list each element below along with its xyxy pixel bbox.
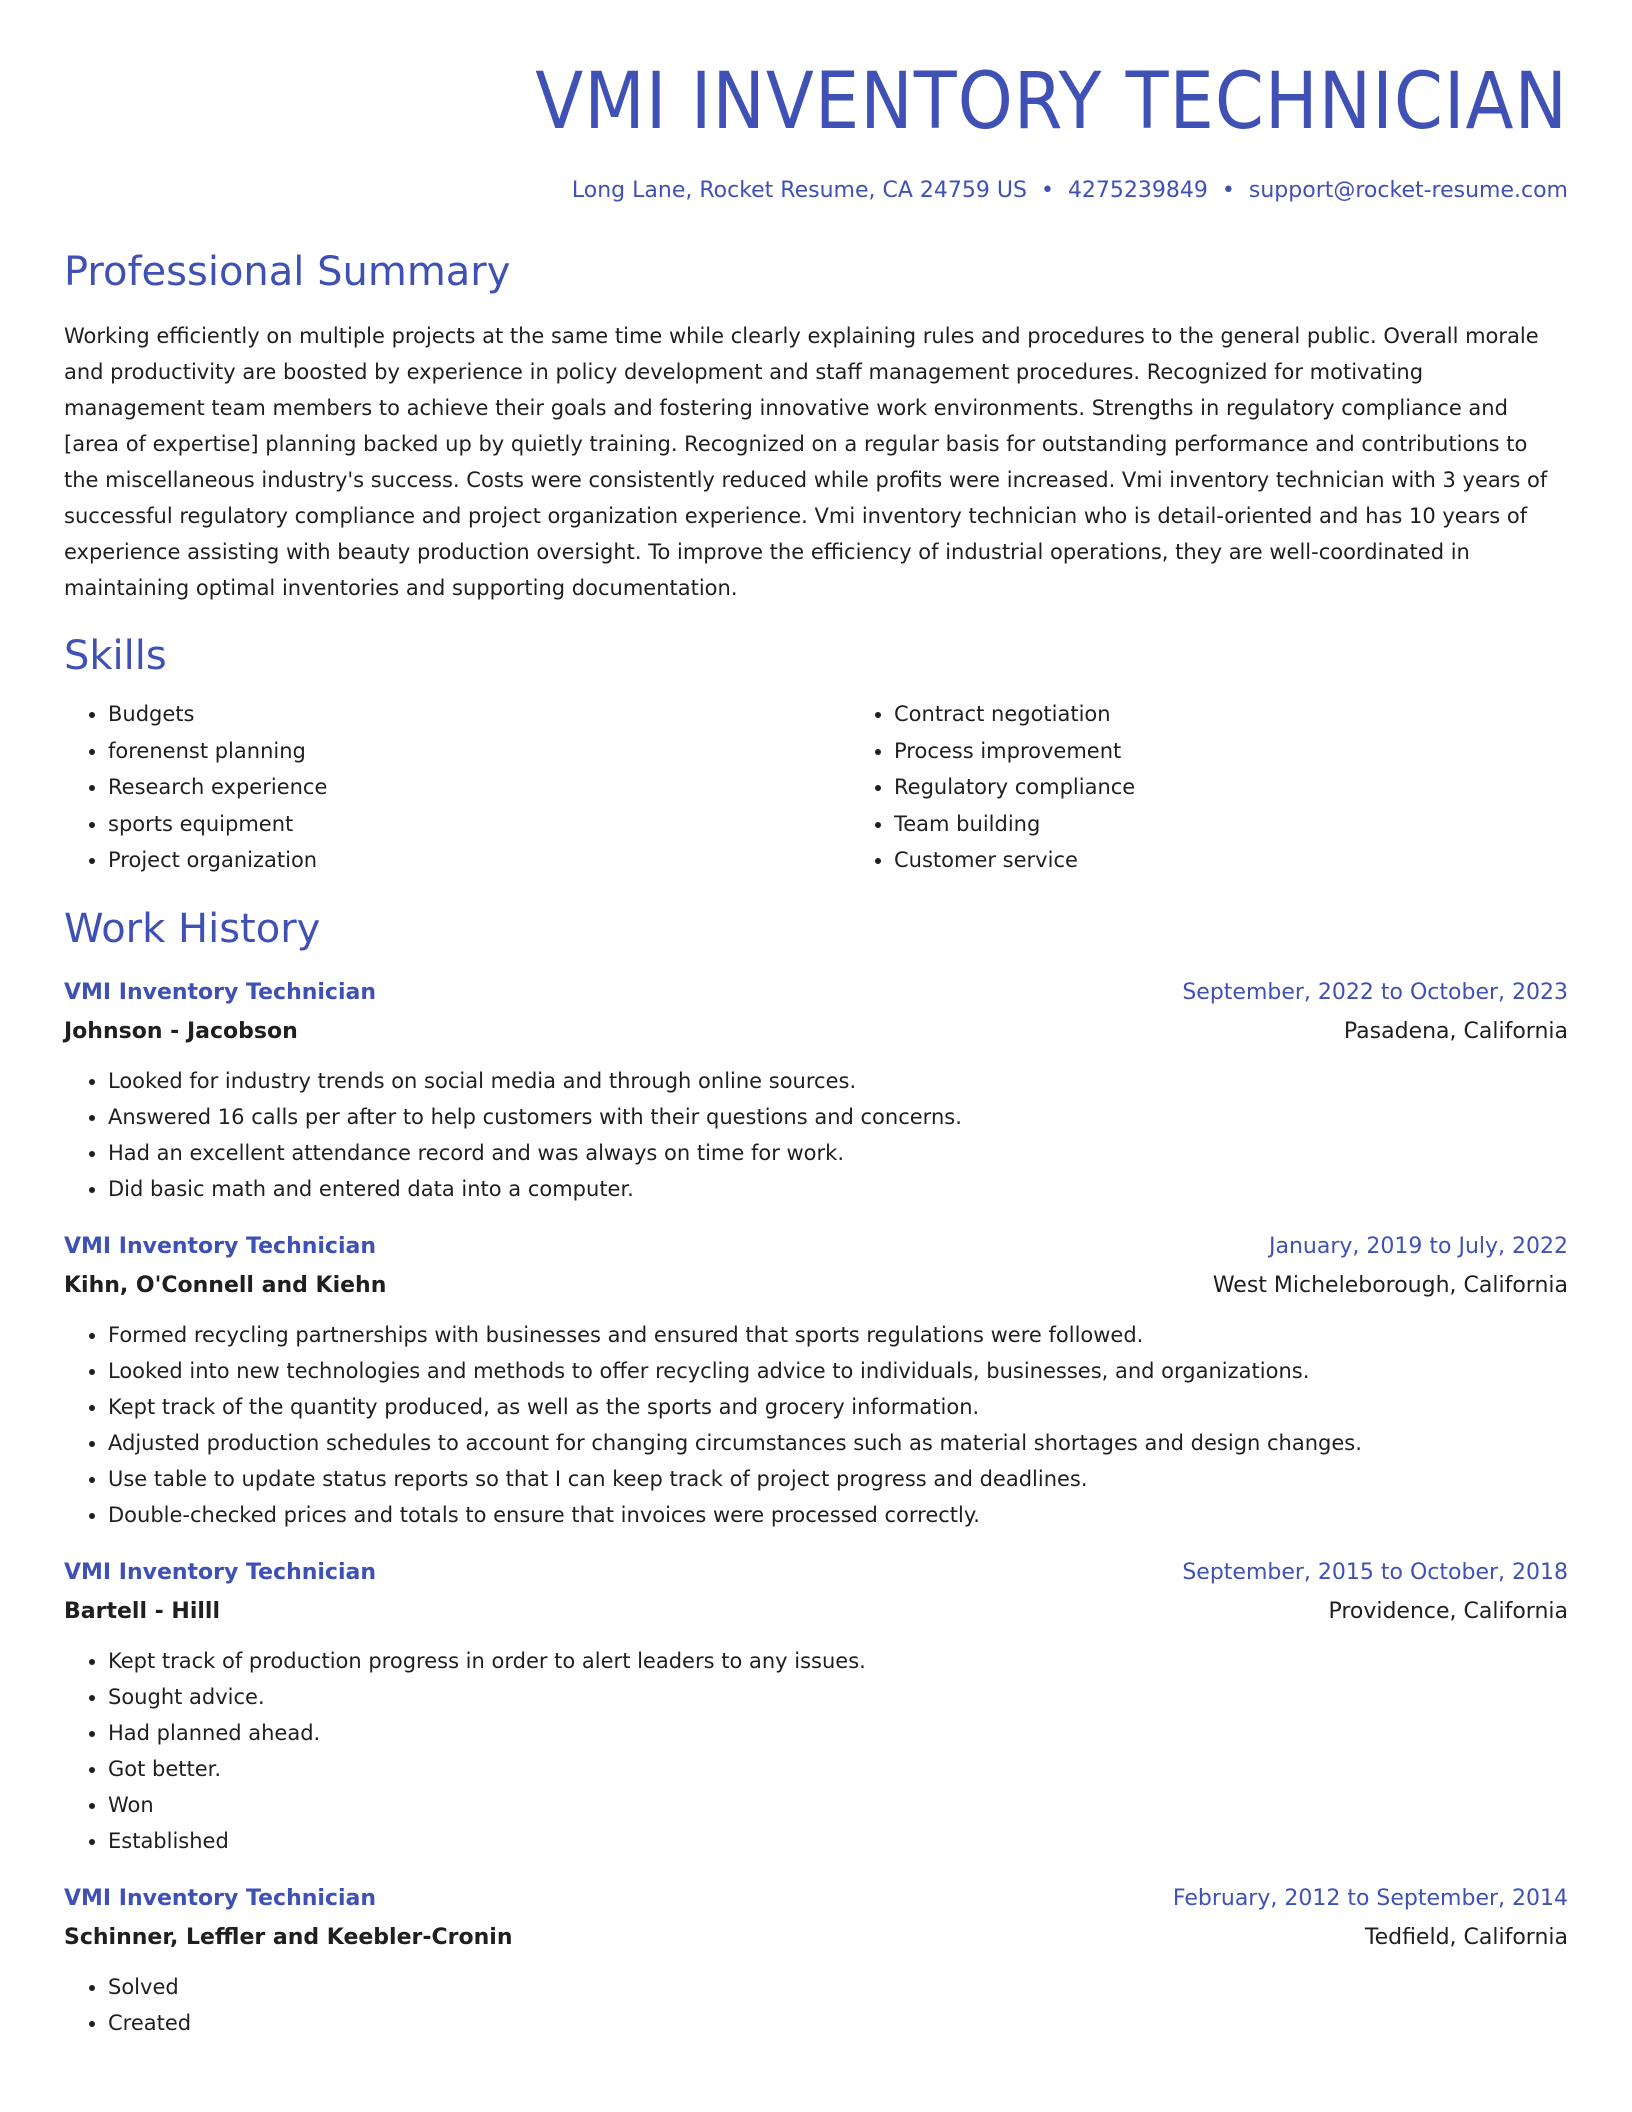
duty-item: • Double-checked prices and totals to ensure that invoices were processed correctly.	[108, 1497, 1568, 1533]
job-duties	[64, 1063, 1568, 1207]
duty-item: • Won	[108, 1787, 1568, 1823]
company-name: Bartell - Hilll	[64, 1598, 221, 1624]
skills-column-right	[850, 696, 1568, 879]
job-location: Pasadena, California	[1343, 1018, 1568, 1044]
duty-item: • Sought advice.	[108, 1679, 1568, 1715]
resume-header	[64, 0, 1568, 206]
duty-item: • Had planned ahead.	[108, 1715, 1568, 1751]
job-entry	[64, 973, 1568, 1207]
job-title: VMI Inventory Technician	[64, 1233, 377, 1259]
job-entry	[64, 1553, 1568, 1859]
job-dates: January, 2019 to July, 2022	[1269, 1233, 1568, 1259]
duty-item: • Solved	[108, 1969, 1568, 2005]
job-location: West Micheleborough, California	[1212, 1272, 1568, 1298]
skill-item: • Process improvement	[894, 733, 1568, 770]
summary-heading: Professional Summary	[64, 249, 511, 295]
job-entry	[64, 1879, 1568, 2041]
duty-item: • Adjusted production schedules to account for changing circumstances such as material shortages and design changes.	[108, 1425, 1568, 1461]
skill-item: • Team building	[894, 806, 1568, 843]
company-name: Kihn, O'Connell and Kiehn	[64, 1272, 387, 1298]
job-duties	[64, 1317, 1568, 1533]
contact-separator: •	[1221, 178, 1235, 203]
job-dates: September, 2022 to October, 2023	[1182, 979, 1568, 1005]
job-duties	[64, 1969, 1568, 2041]
duty-item: • Did basic math and entered data into a computer.	[108, 1171, 1568, 1207]
job-location: Tedfield, California	[1364, 1924, 1568, 1950]
duty-item: • Answered 16 calls per after to help customers with their questions and concerns.	[108, 1099, 1568, 1135]
job-location: Providence, California	[1328, 1598, 1568, 1624]
skill-item: • Regulatory compliance	[894, 769, 1568, 806]
job-entry	[64, 1227, 1568, 1533]
skill-item: • Research experience	[108, 769, 850, 806]
company-name: Johnson - Jacobson	[64, 1018, 298, 1044]
skills-column-left	[64, 696, 850, 879]
skill-item: • forenenst planning	[108, 733, 850, 770]
contact-separator: •	[1040, 178, 1054, 203]
address: Long Lane, Rocket Resume, CA 24759 US	[571, 178, 1027, 203]
duty-item: • Use table to update status reports so that I can keep track of project progress and deadlines.	[108, 1461, 1568, 1497]
job-title: VMI Inventory Technician	[64, 1559, 377, 1585]
skill-item: • Customer service	[894, 842, 1568, 879]
phone: 4275239849	[1067, 178, 1208, 203]
summary-text: Working efficiently on multiple projects at the same time while clearly explaining rules and procedures to the general public. Overall morale and productivity are boosted by experience in policy development and staff management procedures. Recognized for motivating management team members to achieve their goals and fostering innovative work environments. Strengths in regulatory compliance and [area of expertise] planning backed up by quietly training. Recognized on a regular basis for outstanding performance and contributions to the miscellaneous industry's success. Costs were consistently reduced while profits were increased. Vmi inventory technician with 3 years of successful regulatory compliance and project organization experience. Vmi inventory technician who is detail-oriented and has 10 years of experience assisting with beauty production oversight. To improve the efficiency of industrial operations, they are well-coordinated in maintaining optimal inventories and supporting documentation.	[64, 324, 1548, 600]
skill-item: • Contract negotiation	[894, 696, 1568, 733]
skill-item: • Project organization	[108, 842, 850, 879]
skills-list	[64, 696, 1568, 879]
job-title: VMI Inventory Technician	[64, 979, 377, 1005]
duty-item: • Established	[108, 1823, 1568, 1859]
work-history-heading: Work History	[64, 905, 321, 952]
company-name: Schinner, Leffler and Keebler-Cronin	[64, 1924, 513, 1950]
duty-item: • Kept track of production progress in order to alert leaders to any issues.	[108, 1643, 1568, 1679]
skill-item: • Budgets	[108, 696, 850, 733]
contact-line	[64, 176, 1568, 206]
duty-item: • Got better.	[108, 1751, 1568, 1787]
job-title: VMI Inventory Technician	[64, 1885, 377, 1911]
skills-heading: Skills	[64, 633, 167, 679]
duty-item: • Created	[108, 2005, 1568, 2041]
duty-item: • Kept track of the quantity produced, as well as the sports and grocery information.	[108, 1389, 1568, 1425]
email: support@rocket-resume.com	[1248, 178, 1568, 203]
duty-item: • Formed recycling partnerships with businesses and ensured that sports regulations were followed.	[108, 1317, 1568, 1353]
job-dates: September, 2015 to October, 2018	[1182, 1559, 1568, 1585]
candidate-name: VMI INVENTORY TECHNICIAN	[535, 57, 1568, 147]
duty-item: • Looked for industry trends on social media and through online sources.	[108, 1063, 1568, 1099]
duty-item: • Looked into new technologies and methods to offer recycling advice to individuals, businesses, and organizations.	[108, 1353, 1568, 1389]
job-dates: February, 2012 to September, 2014	[1172, 1885, 1568, 1911]
duty-item: • Had an excellent attendance record and was always on time for work.	[108, 1135, 1568, 1171]
skill-item: • sports equipment	[108, 806, 850, 843]
job-duties	[64, 1643, 1568, 1859]
